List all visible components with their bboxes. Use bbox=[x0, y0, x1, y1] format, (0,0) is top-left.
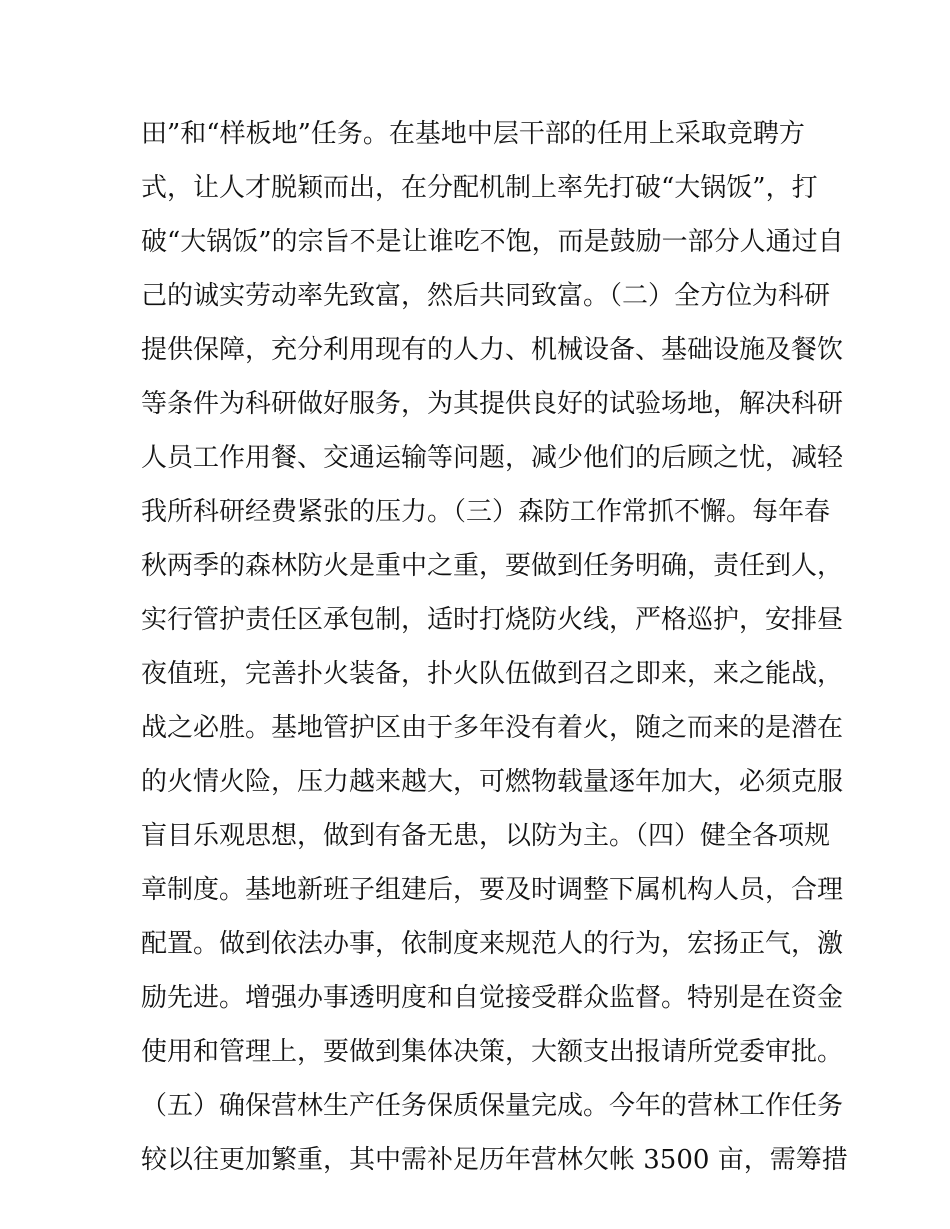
text-line: 提供保障，充分利用现有的人力、机械设备、基础设施及餐饮 bbox=[141, 335, 844, 365]
text-line: 实行管护责任区承包制，适时打烧防火线，严格巡护，安排昼 bbox=[141, 605, 844, 635]
text-line: 使用和管理上，要做到集体决策，大额支出报请所党委审批。 bbox=[141, 1037, 844, 1067]
text-line: 盲目乐观思想，做到有备无患，以防为主。（四）健全各项规 bbox=[141, 821, 831, 851]
text-line: 较以往更加繁重，其中需补足历年营林欠帐 3500 亩，需筹措 bbox=[141, 1145, 848, 1175]
text-line: 等条件为科研做好服务，为其提供良好的试验场地，解决科研 bbox=[141, 389, 844, 419]
text-line: 破“大锅饭”的宗旨不是让谁吃不饱，而是鼓励一部分人通过自 bbox=[141, 227, 844, 257]
text-line: 励先进。增强办事透明度和自觉接受群众监督。特别是在资金 bbox=[141, 983, 844, 1013]
text-line: 战之必胜。基地管护区由于多年没有着火，随之而来的是潜在 bbox=[141, 713, 844, 743]
text-line: 配置。做到依法办事，依制度来规范人的行为，宏扬正气，激 bbox=[141, 929, 844, 959]
text-line: 秋两季的森林防火是重中之重，要做到任务明确，责任到人， bbox=[141, 551, 844, 581]
text-line: 己的诚实劳动率先致富，然后共同致富。（二）全方位为科研 bbox=[141, 281, 831, 311]
text-line: 田”和“样板地”任务。在基地中层干部的任用上采取竞聘方 bbox=[141, 119, 805, 149]
text-line: 式，让人才脱颖而出，在分配机制上率先打破“大锅饭”，打 bbox=[141, 173, 818, 203]
text-line: 人员工作用餐、交通运输等问题，减少他们的后顾之忧，减轻 bbox=[141, 443, 844, 473]
text-line: 章制度。基地新班子组建后，要及时调整下属机构人员，合理 bbox=[141, 875, 844, 905]
text-line: 的火情火险，压力越来越大，可燃物载量逐年加大，必须克服 bbox=[141, 767, 844, 797]
body-text bbox=[141, 107, 848, 1187]
text-line: （五）确保营林生产任务保质保量完成。今年的营林工作任务 bbox=[141, 1091, 844, 1121]
text-line: 我所科研经费紧张的压力。（三）森防工作常抓不懈。每年春 bbox=[141, 497, 831, 527]
text-line: 夜值班，完善扑火装备，扑火队伍做到召之即来，来之能战， bbox=[141, 659, 844, 689]
